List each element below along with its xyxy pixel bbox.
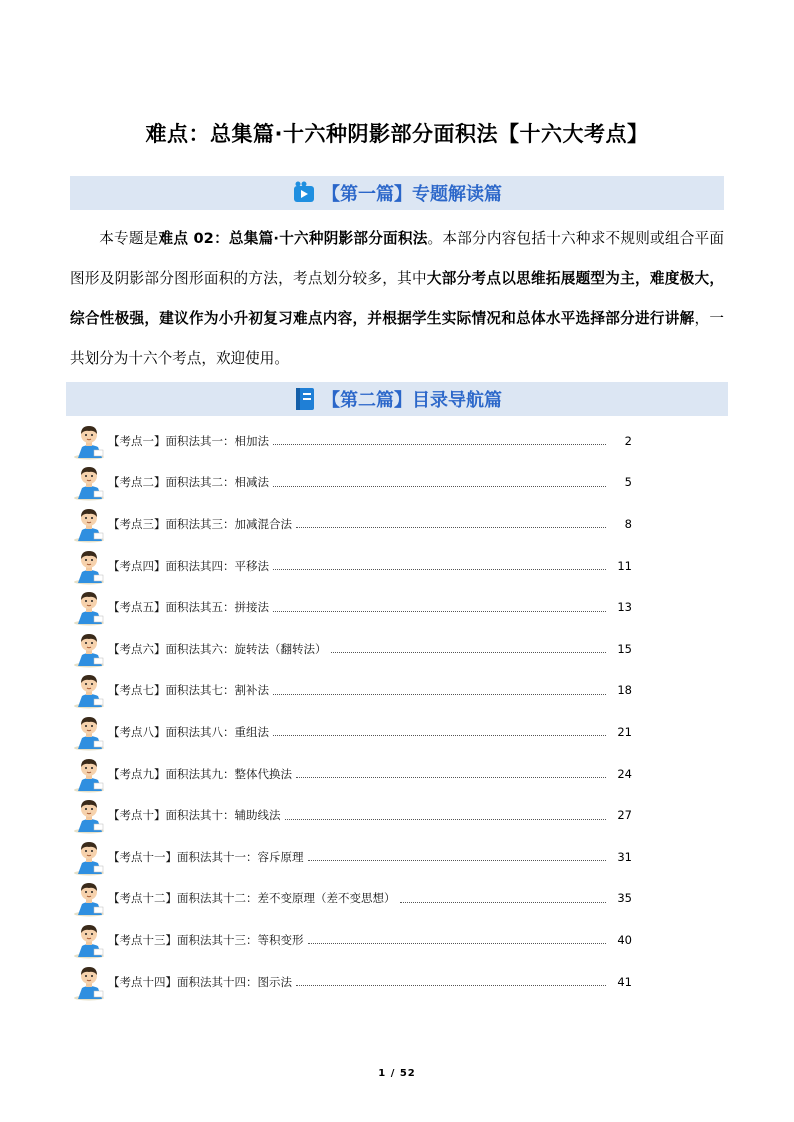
toc-entry[interactable] [72,753,632,795]
page-number: 1 / 52 [378,1068,416,1079]
student-avatar-icon [72,838,106,876]
toc-entry[interactable] [72,628,632,670]
toc-entry-page: 2 [624,433,632,448]
intro-text: 本专题是 [99,230,159,247]
toc-entry-title: 【考点十一】面积法其十一：容斥原理 [108,849,304,864]
toc-entry-title: 【考点七】面积法其七：割补法 [108,683,269,698]
toc-entry[interactable] [72,586,632,628]
toc-entry-page: 8 [624,516,632,531]
toc-leader-dots [308,860,607,861]
toc-leader-dots [308,943,607,944]
student-avatar-icon [72,963,106,1001]
toc-entry[interactable] [72,836,632,878]
toc-entry-page: 13 [617,600,632,615]
toc-leader-dots [331,652,607,653]
toc-entry-title: 【考点九】面积法其九：整体代换法 [108,766,292,781]
book-icon [292,386,318,412]
toc-entry[interactable] [72,878,632,920]
student-avatar-icon [72,463,106,501]
toc-entry-page: 5 [624,475,632,490]
toc-leader-dots [400,902,607,903]
toc-entry[interactable] [72,794,632,836]
toc-entry-page: 41 [617,974,632,989]
student-avatar-icon [72,796,106,834]
table-of-contents [72,420,632,1002]
toc-entry-page: 35 [617,891,632,906]
section-label: 【第一篇】专题解读篇 [322,184,502,205]
toc-entry-title: 【考点三】面积法其三：加减混合法 [108,516,292,531]
toc-leader-dots [273,694,606,695]
toc-entry[interactable] [72,503,632,545]
section-label: 【第二篇】目录导航篇 [322,390,502,411]
student-avatar-icon [72,588,106,626]
toc-entry-title: 【考点十二】面积法其十二：差不变原理（差不变思想） [108,891,396,906]
toc-leader-dots [273,611,606,612]
student-avatar-icon [72,879,106,917]
toc-leader-dots [273,569,606,570]
toc-entry[interactable] [72,919,632,961]
toc-entry-page: 11 [617,558,632,573]
toc-entry-page: 21 [617,724,632,739]
student-avatar-icon [72,630,106,668]
toc-entry-title: 【考点十四】面积法其十四：图示法 [108,974,292,989]
section-header-toc [66,382,728,416]
toc-leader-dots [296,777,606,778]
toc-entry-title: 【考点十三】面积法其十三：等积变形 [108,932,304,947]
toc-entry[interactable] [72,545,632,587]
toc-leader-dots [273,444,606,445]
toc-leader-dots [273,735,606,736]
student-avatar-icon [72,547,106,585]
toc-entry-title: 【考点四】面积法其四：平移法 [108,558,269,573]
toc-entry-title: 【考点八】面积法其八：重组法 [108,724,269,739]
toc-entry[interactable] [72,420,632,462]
toc-entry-page: 15 [617,641,632,656]
toc-leader-dots [296,527,606,528]
section-header-interpretation [70,176,724,210]
student-avatar-icon [72,505,106,543]
student-avatar-icon [72,755,106,793]
student-avatar-icon [72,422,106,460]
toc-entry-page: 40 [617,932,632,947]
document-title: 难点：总集篇·十六种阴影部分面积法【十六大考点】 [145,122,649,146]
toc-entry[interactable] [72,462,632,504]
toc-leader-dots [285,819,607,820]
intro-emphasis: 大部分考点以思维拓展题型为主，难度极大，综合性极强，建议作为小升初复习难点内容，并根据学生实际情况和总体水平选择部分进行讲解 [70,270,724,327]
toc-entry-page: 27 [617,808,632,823]
toc-entry[interactable] [72,961,632,1003]
video-play-icon [292,180,318,206]
toc-entry-title: 【考点二】面积法其二：相减法 [108,475,269,490]
toc-leader-dots [296,985,606,986]
toc-entry-title: 【考点五】面积法其五：拼接法 [108,600,269,615]
toc-leader-dots [273,486,606,487]
toc-entry-title: 【考点一】面积法其一：相加法 [108,433,269,448]
toc-entry-title: 【考点六】面积法其六：旋转法（翻转法） [108,641,327,656]
intro-text: ，一共划分为十六个考点，欢迎使用。 [70,310,724,367]
toc-entry-page: 18 [617,683,632,698]
student-avatar-icon [72,713,106,751]
toc-entry-page: 24 [617,766,632,781]
toc-entry-title: 【考点十】面积法其十：辅助线法 [108,808,281,823]
toc-entry[interactable] [72,670,632,712]
intro-text: 。本部分内容包括十六种求不规则或组合平面图形及阴影部分图形面积的方法，考点划分较多，其中 [70,230,724,287]
intro-paragraph [70,219,724,379]
student-avatar-icon [72,671,106,709]
student-avatar-icon [72,921,106,959]
toc-entry[interactable] [72,711,632,753]
toc-entry-page: 31 [617,849,632,864]
intro-emphasis: 难点 02：总集篇·十六种阴影部分面积法 [158,230,428,247]
